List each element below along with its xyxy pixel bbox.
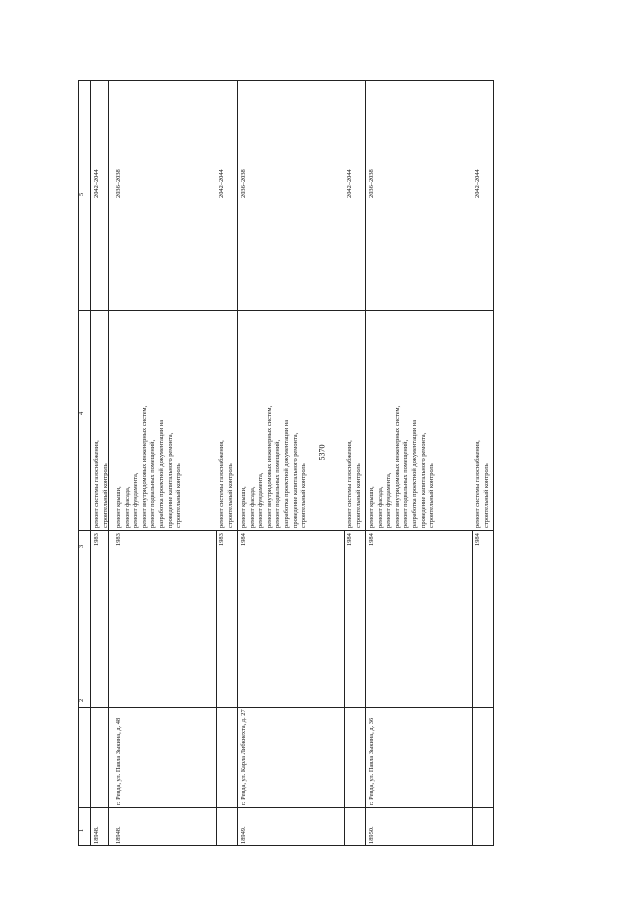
row-18948-year-c: 1983: [218, 533, 225, 546]
subrow-separator: [216, 530, 217, 846]
row-18948-period-c: 2042–2044: [218, 169, 225, 198]
row-18948-work-b: ремонт крыши, ремонт фасада, ремонт фундамента, ремонт внутридомовых инженерных систем, ремонт подвальных помещений, разработка проектной документации на проведение капитального ремонта, строительный контроль: [115, 405, 183, 528]
row-18950-period-b: 2042–2044: [474, 169, 481, 198]
page-number: 5370: [317, 444, 327, 461]
row-18948-id: 18948.: [115, 826, 122, 844]
header-col-3: 3: [78, 544, 85, 548]
row-separator: [237, 80, 238, 846]
col-separator: [78, 707, 494, 708]
row-18950-period-a: 2036–2038: [368, 169, 375, 198]
row-separator: [365, 80, 366, 846]
row-18950-year-b: 1984: [474, 533, 481, 546]
col-separator: [78, 310, 494, 311]
row-18950-address: г. Ревда, ул. Павла Зыкина, д. 36: [368, 717, 375, 805]
header-col-1: 1: [78, 828, 85, 832]
row-18949-year-a: 1984: [240, 533, 247, 546]
row-18949-address: г. Ревда, ул. Карла Либкнехта, д. 27: [240, 709, 247, 805]
row-18948-period-b: 2036–2038: [115, 169, 122, 198]
row-18949-work-a: ремонт крыши, ремонт фасада, ремонт фундамента, ремонт внутридомовых инженерных систем, ремонт подвальных помещений, разработка проектной документации на проведение капитального ремонта, строительный контроль: [240, 405, 308, 528]
row-id: 18948.: [93, 826, 100, 844]
header-col-4: 4: [78, 411, 85, 415]
row-18949-period-b: 2042–2044: [346, 169, 353, 198]
header-col-5: 5: [78, 192, 85, 196]
header-col-2: 2: [78, 698, 85, 702]
col-separator: [78, 807, 494, 808]
row-18950-id: 18950.: [368, 826, 375, 844]
col-separator: [78, 530, 494, 531]
row-18948-work-a: ремонт системы газоснабжения, строительный контроль: [93, 440, 109, 528]
header-separator: [90, 80, 91, 846]
row-18948-year-b: 1983: [115, 533, 122, 546]
row-18949-work-b: ремонт системы газоснабжения, строительный контроль: [346, 440, 362, 528]
row-18949-year-b: 1984: [346, 533, 353, 546]
subrow-separator: [344, 530, 345, 846]
row-18948-work-c: ремонт системы газоснабжения, строительный контроль: [218, 440, 234, 528]
subrow-separator: [472, 530, 473, 846]
row-18950-year-a: 1984: [368, 533, 375, 546]
row-18949-period-a: 2036–2038: [240, 169, 247, 198]
row-18948-period-a: 2042–2044: [93, 169, 100, 198]
row-18948-year-a: 1983: [93, 533, 100, 546]
row-18950-work-b: ремонт системы газоснабжения, строительный контроль: [474, 440, 490, 528]
row-18949-id: 18949.: [240, 826, 247, 844]
row-18948-address: г. Ревда, ул. Павла Зыкина, д. 48: [115, 717, 122, 805]
row-18950-work-a: ремонт крыши, ремонт фасада, ремонт фундамента, ремонт внутридомовых инженерных систем, ремонт подвальных помещений, разработка проектной документации на проведение капитального ремонта, строительный контроль: [368, 405, 436, 528]
